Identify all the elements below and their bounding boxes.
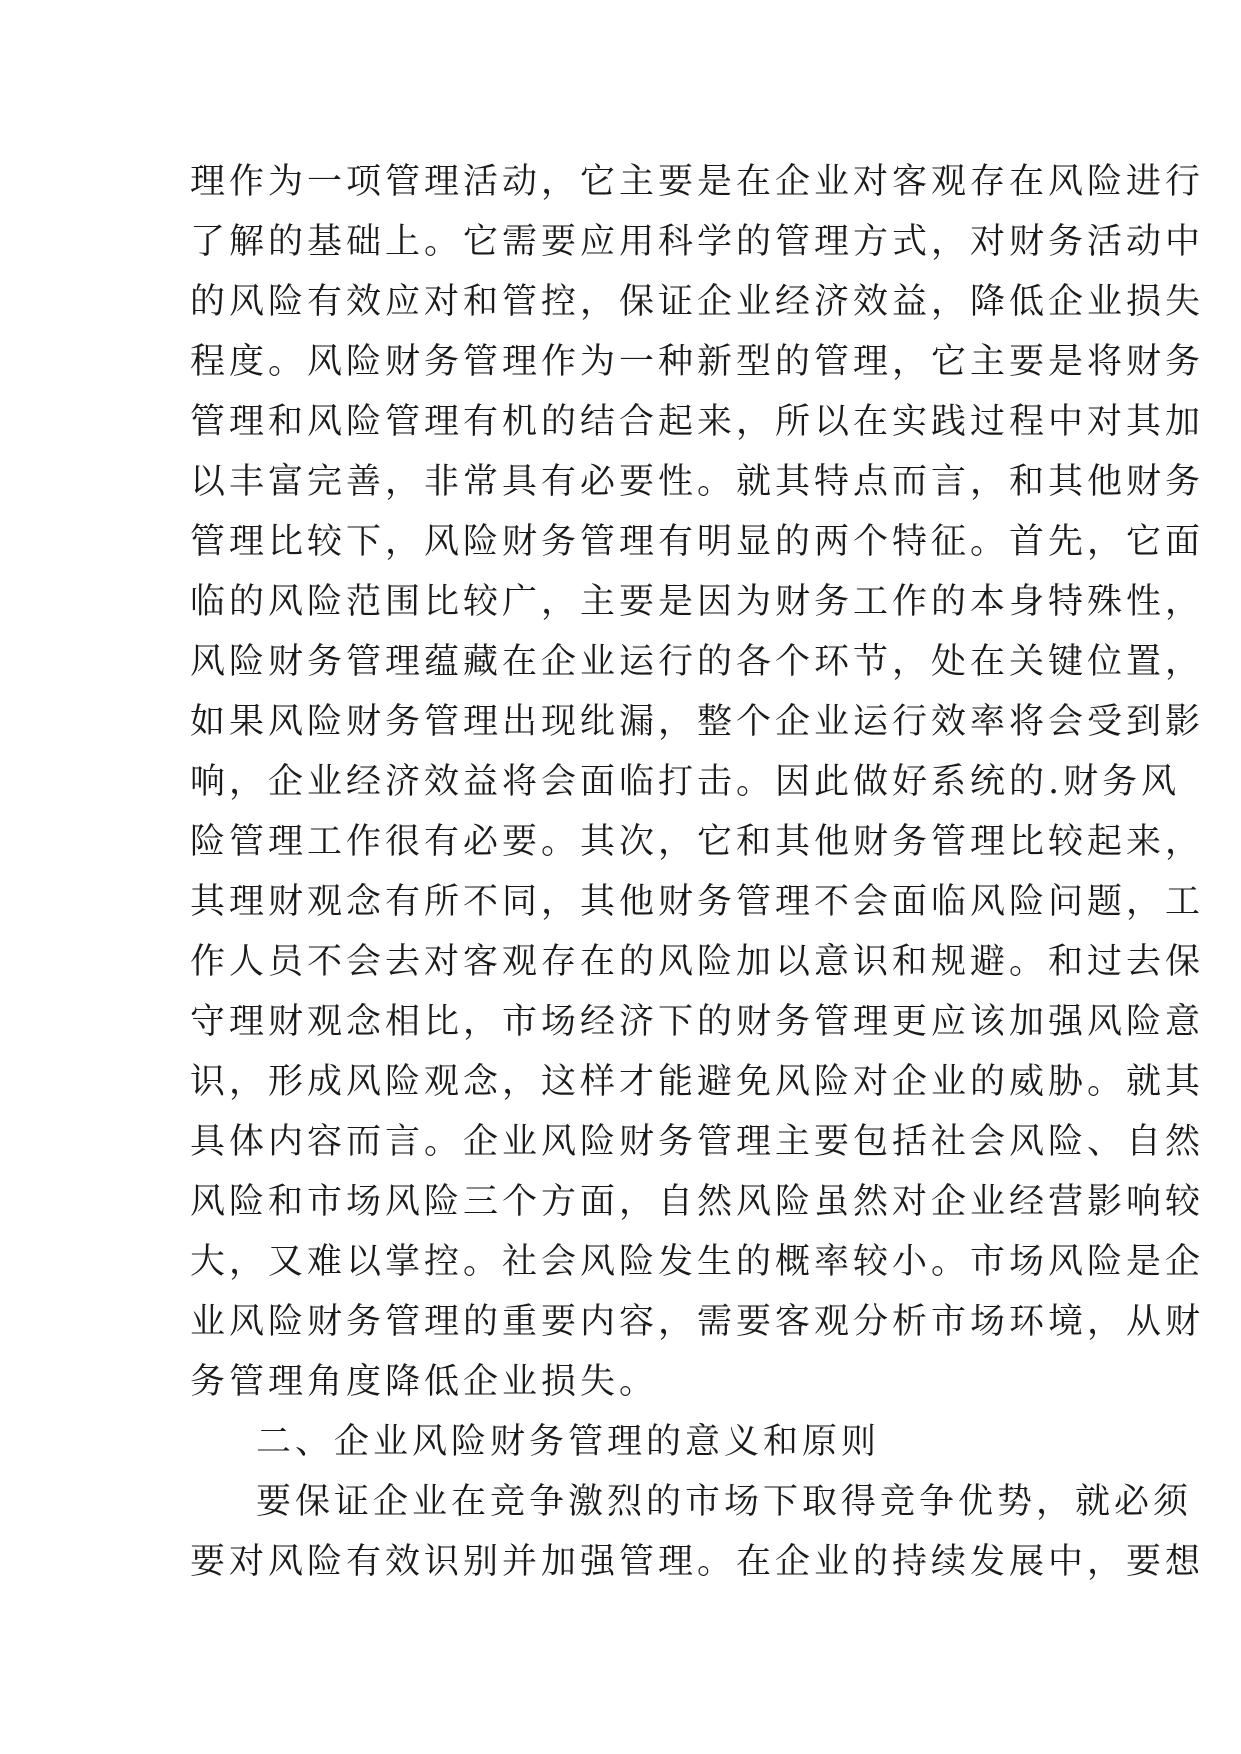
paragraph-line: 理作为一项管理活动，它主要是在企业对客观存在风险进行 — [190, 162, 1205, 202]
paragraph-line: 临的风险范围比较广，主要是因为财务工作的本身特殊性， — [190, 582, 1205, 622]
paragraph-line: 识，形成风险观念，这样才能避免风险对企业的威胁。就其 — [190, 1062, 1205, 1102]
paragraph-line: 的风险有效应对和管控，保证企业经济效益，降低企业损失 — [190, 282, 1205, 322]
paragraph-line: 务管理角度降低企业损失。 — [190, 1362, 659, 1402]
paragraph-line: 业风险财务管理的重要内容，需要客观分析市场环境，从财 — [190, 1302, 1205, 1342]
body-text — [190, 152, 1205, 1592]
paragraph-line: 风险和市场风险三个方面，自然风险虽然对企业经营影响较 — [190, 1182, 1205, 1222]
paragraph-line: 作人员不会去对客观存在的风险加以意识和规避。和过去保 — [190, 942, 1205, 982]
paragraph-line: 了解的基础上。它需要应用科学的管理方式，对财务活动中 — [190, 222, 1205, 262]
paragraph-line: 具体内容而言。企业风险财务管理主要包括社会风险、自然 — [190, 1122, 1205, 1162]
paragraph-line: 守理财观念相比，市场经济下的财务管理更应该加强风险意 — [190, 1002, 1205, 1042]
paragraph-line: 大，又难以掌控。社会风险发生的概率较小。市场风险是企 — [190, 1242, 1205, 1282]
paragraph-line: 如果风险财务管理出现纰漏，整个企业运行效率将会受到影 — [190, 702, 1205, 742]
paragraph-line: 响，企业经济效益将会面临打击。因此做好系统的.财务风 — [190, 762, 1181, 802]
paragraph-line: 管理和风险管理有机的结合起来，所以在实践过程中对其加 — [190, 402, 1205, 442]
paragraph-line: 要保证企业在竞争激烈的市场下取得竞争优势，就必须 — [256, 1482, 1193, 1522]
paragraph-line: 以丰富完善，非常具有必要性。就其特点而言，和其他财务 — [190, 462, 1205, 502]
paragraph-line: 要对风险有效识别并加强管理。在企业的持续发展中，要想 — [190, 1542, 1205, 1582]
paragraph-line: 险管理工作很有必要。其次，它和其他财务管理比较起来， — [190, 822, 1205, 862]
paragraph-line: 其理财观念有所不同，其他财务管理不会面临风险问题，工 — [190, 882, 1205, 922]
paragraph-line: 管理比较下，风险财务管理有明显的两个特征。首先，它面 — [190, 522, 1205, 562]
paragraph-line: 风险财务管理蕴藏在企业运行的各个环节，处在关键位置， — [190, 642, 1205, 682]
section-heading: 二、企业风险财务管理的意义和原则 — [256, 1422, 881, 1462]
paragraph-line: 程度。风险财务管理作为一种新型的管理，它主要是将财务 — [190, 342, 1205, 382]
